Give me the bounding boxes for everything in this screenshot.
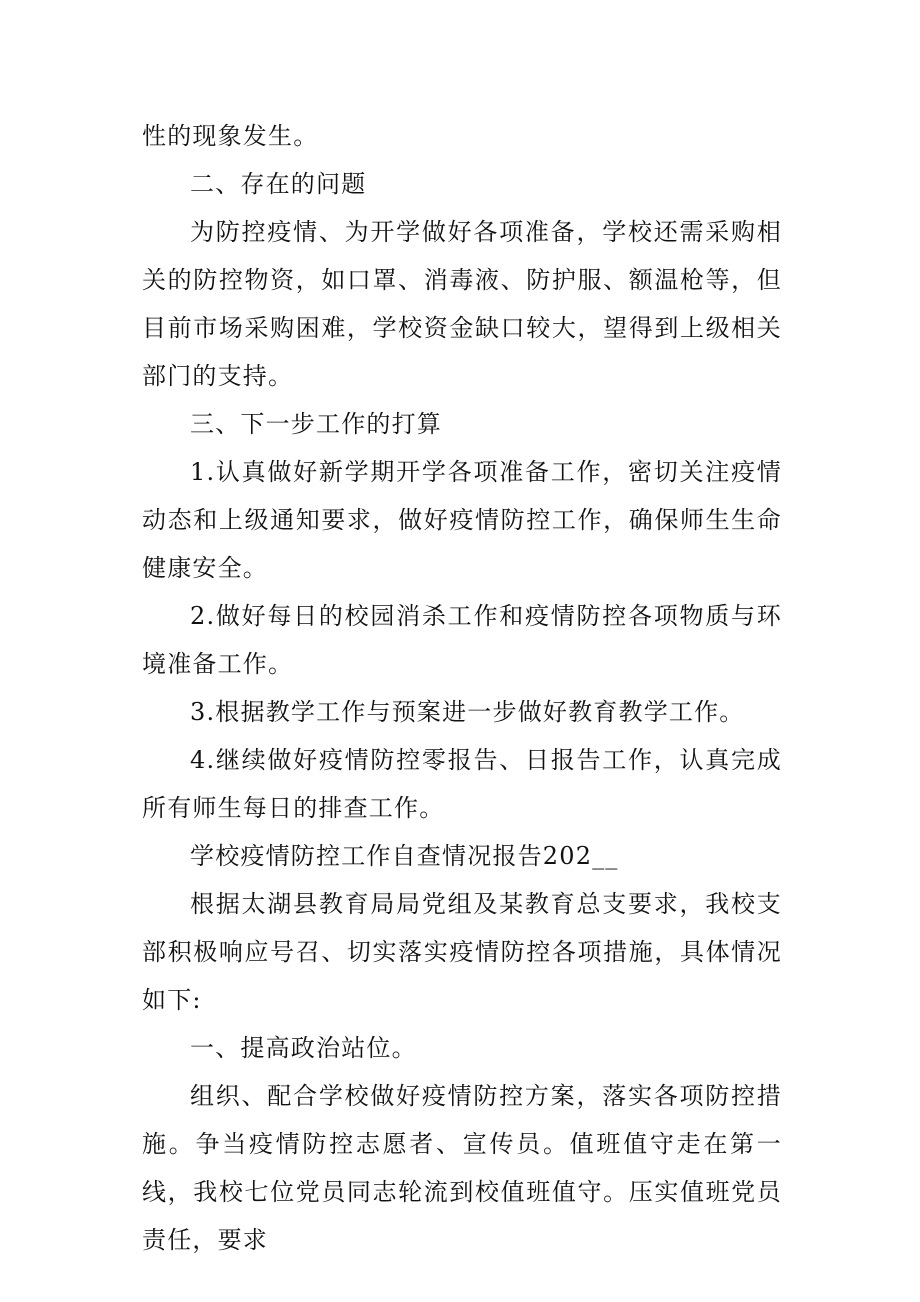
- list-item-3: 3.根据教学工作与预案进一步做好教育教学工作。: [190, 698, 745, 726]
- section-heading-political: 一、提高政治站位。: [190, 1034, 417, 1062]
- paragraph-problems: 为防控疫情、为开学做好各项准备，学校还需采购相关的防控物资，如口罩、消毒液、防护服、额温枪等，但目前市场采购困难，学校资金缺口较大，望得到上级相关部门的支持。: [142, 218, 782, 390]
- list-item-4: 4.继续做好疫情防控零报告、日报告工作，认真完成所有师生每日的排查工作。: [142, 746, 782, 822]
- section-heading-next-steps: 三、下一步工作的打算: [190, 410, 442, 438]
- paragraph-intro: 根据太湖县教育局局党组及某教育总支要求，我校支部积极响应号召、切实落实疫情防控各项措施，具体情况如下:: [142, 890, 782, 1014]
- section-heading-problems: 二、存在的问题: [190, 170, 367, 198]
- report-title: 学校疫情防控工作自查情况报告202__: [190, 842, 619, 870]
- document-body: [142, 112, 782, 1264]
- paragraph-organize: 组织、配合学校做好疫情防控方案，落实各项防控措施。争当疫情防控志愿者、宣传员。值班值守走在第一线，我校七位党员同志轮流到校值班值守。压实值班党员责任，要求: [142, 1082, 782, 1254]
- paragraph-continuation: 性的现象发生。: [142, 122, 319, 150]
- list-item-1: 1.认真做好新学期开学各项准备工作，密切关注疫情动态和上级通知要求，做好疫情防控工作，确保师生生命健康安全。: [142, 458, 782, 582]
- list-item-2: 2.做好每日的校园消杀工作和疫情防控各项物质与环境准备工作。: [142, 602, 782, 678]
